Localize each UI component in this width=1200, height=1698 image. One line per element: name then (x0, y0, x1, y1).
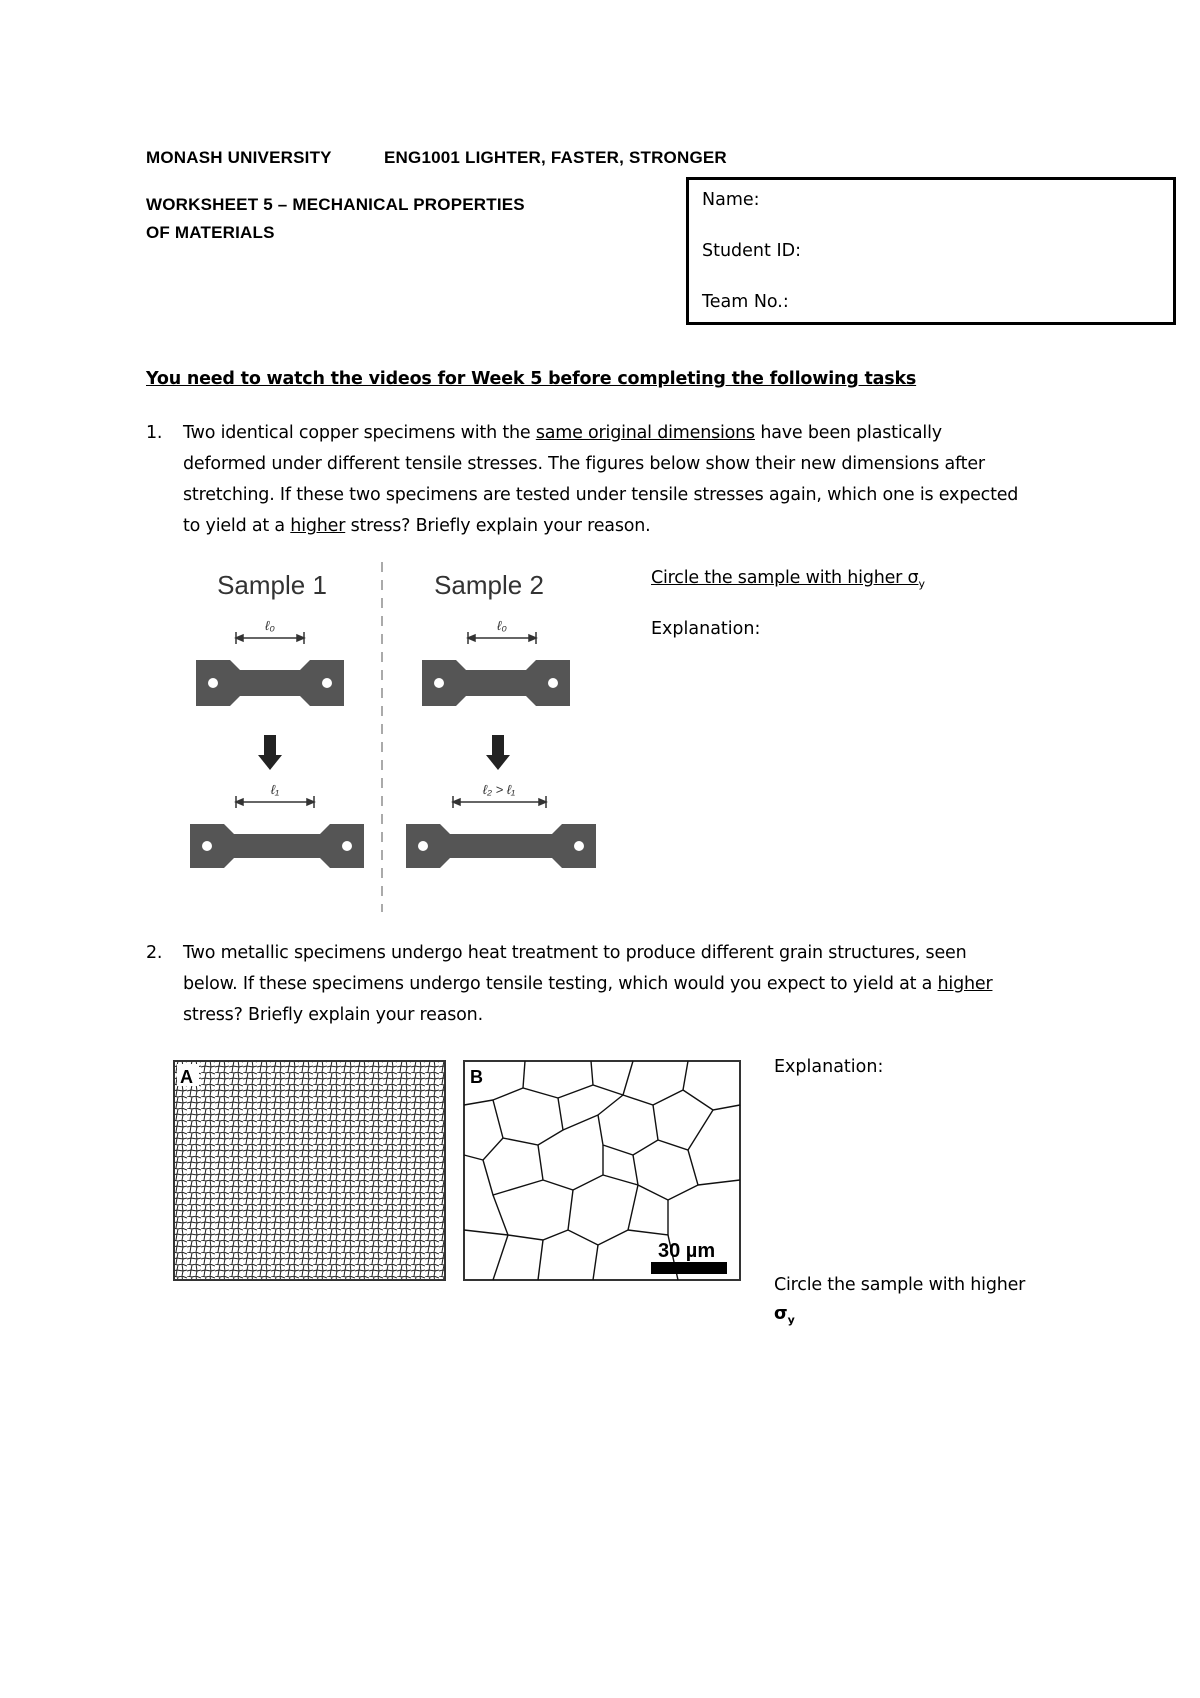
q2-line2-underline: higher (937, 974, 993, 994)
sample2-down-arrow (486, 735, 510, 770)
q2-text (183, 938, 1083, 1031)
q1-text (183, 418, 1083, 542)
q1-specimen-figure (186, 560, 606, 915)
sample1-down-arrow (258, 735, 282, 770)
team-label: Team No.: (702, 292, 789, 312)
q1-circle-prompt (651, 568, 925, 591)
q1-line3: stretching. If these two specimens are tested under tensile stresses again, which one is expected (183, 485, 1019, 505)
sample2-title: Sample 2 (434, 570, 544, 600)
q1-line1b: have been plastically (754, 423, 942, 443)
university-name: MONASH UNIVERSITY (146, 148, 332, 167)
sample2-original-specimen (422, 660, 570, 706)
worksheet-title-line2: OF MATERIALS (146, 223, 275, 242)
q2-explanation-label: Explanation: (774, 1057, 884, 1077)
sample1-l1-label: ℓ₁ (270, 782, 280, 797)
q1-line1-underline: same original dimensions (535, 423, 755, 443)
q1-line2: deformed under different tensile stresses. The figures below show their new dimensions after (183, 454, 985, 474)
student-info-box (686, 177, 1176, 325)
sample2-stretched-specimen (406, 824, 596, 868)
sample1-l0-label: ℓ₀ (265, 618, 275, 633)
name-label: Name: (702, 190, 760, 210)
sample1-title: Sample 1 (217, 570, 327, 600)
scale-bar (651, 1262, 727, 1274)
q2-number: 2. (146, 943, 163, 963)
q2-line3: stress? Briefly explain your reason. (183, 1005, 483, 1025)
q1-explanation-label: Explanation: (651, 619, 761, 639)
sample1-original-dimension (236, 632, 304, 644)
q2-circle-sigma (774, 1304, 795, 1327)
worksheet-title-line1: WORKSHEET 5 – MECHANICAL PROPERTIES (146, 195, 525, 214)
q2-sigma-subscript: y (787, 1313, 795, 1327)
sample2-l2-label: ℓ₂ > ℓ₁ (482, 782, 516, 797)
q1-line4a: to yield at a (183, 516, 291, 536)
sample1-stretched-specimen (190, 824, 364, 868)
sample2-new-dimension (453, 796, 546, 808)
instruction-text: You need to watch the videos for Week 5 before completing the following tasks (146, 369, 917, 389)
scale-bar-label: 30 µm (658, 1240, 716, 1262)
micrograph-b (463, 1060, 741, 1281)
q2-line1: Two metallic specimens undergo heat treatment to produce different grain structures, seen (183, 943, 967, 963)
student-id-label: Student ID: (702, 241, 801, 261)
q1-line4-underline: higher (290, 516, 346, 536)
q1-circle-prompt-subscript: y (918, 577, 925, 591)
course-title: ENG1001 LIGHTER, FASTER, STRONGER (384, 148, 727, 167)
micrograph-b-label: B (470, 1067, 483, 1087)
sample2-original-dimension (468, 632, 536, 644)
sample1-new-dimension (236, 796, 314, 808)
q1-number: 1. (146, 423, 163, 443)
micrograph-a-label: A (180, 1067, 193, 1087)
sample1-original-specimen (196, 660, 344, 706)
q2-line2a: below. If these specimens undergo tensile testing, which would you expect to yield at a (183, 974, 938, 994)
q2-circle-prompt: Circle the sample with higher (774, 1275, 1026, 1295)
micrograph-a (173, 1060, 446, 1281)
q1-circle-prompt-text: Circle the sample with higher σ (651, 568, 919, 588)
q1-line4b: stress? Briefly explain your reason. (345, 516, 651, 536)
q2-sigma-symbol: σ (774, 1304, 788, 1324)
sample2-l0-label: ℓ₀ (497, 618, 507, 633)
q1-line1a: Two identical copper specimens with the (183, 423, 536, 443)
